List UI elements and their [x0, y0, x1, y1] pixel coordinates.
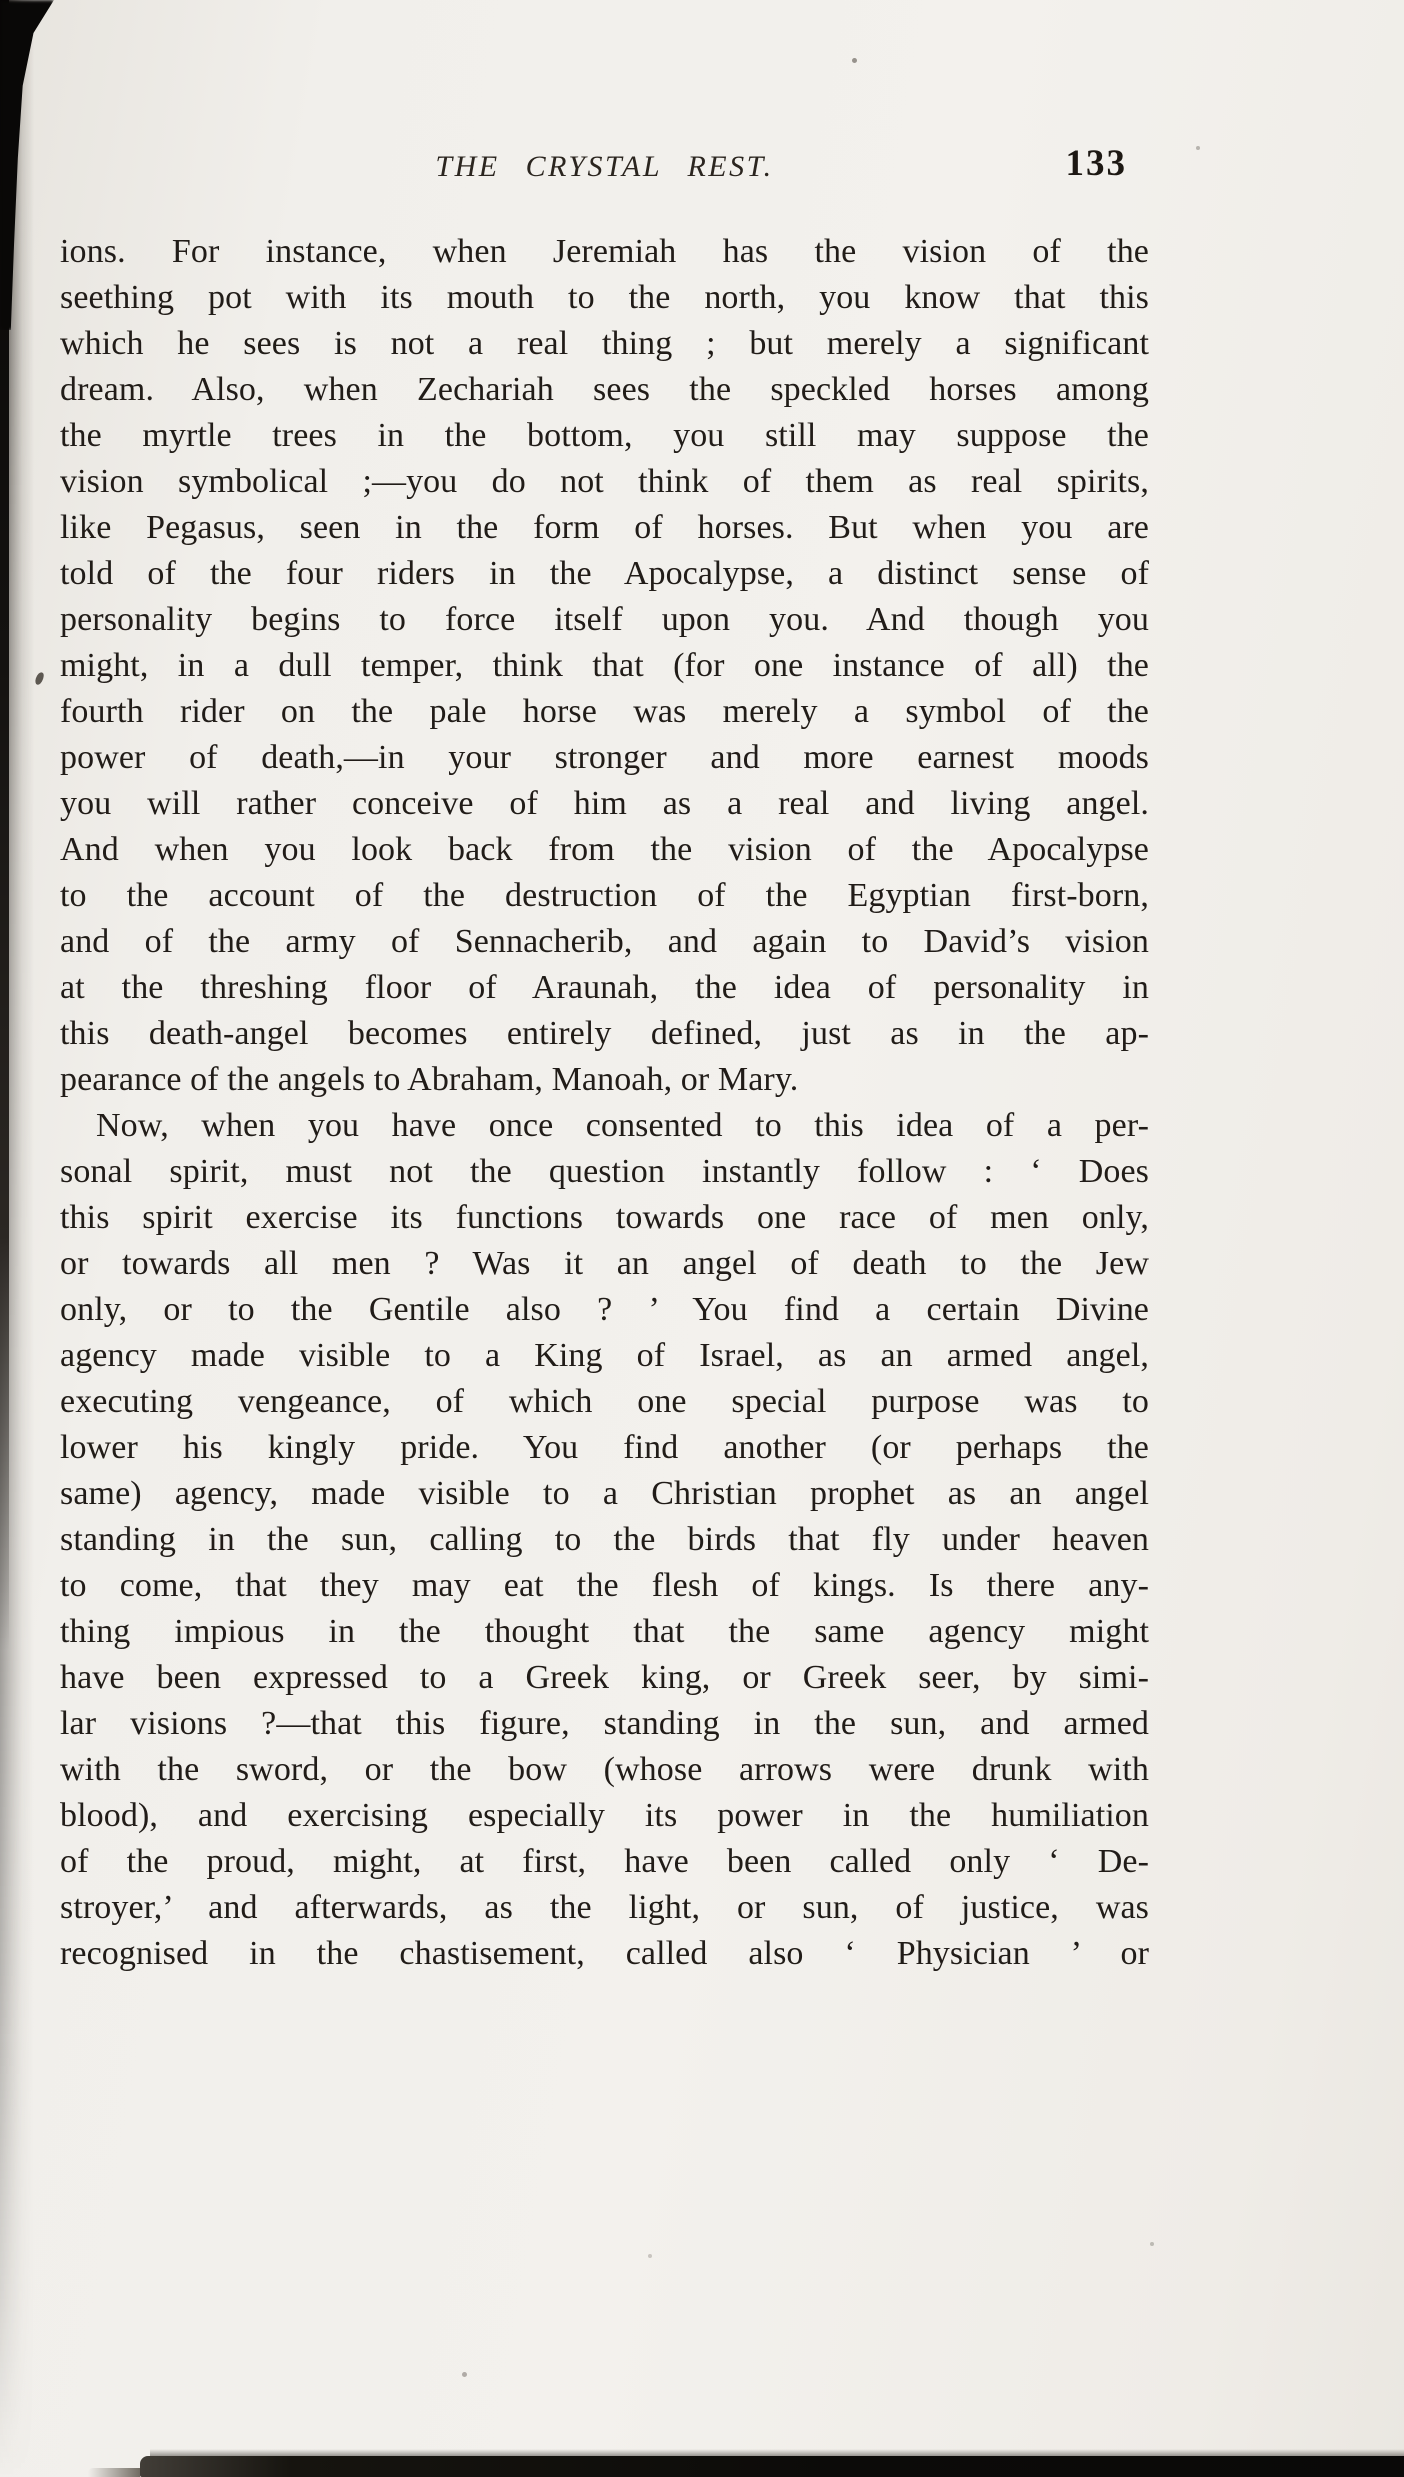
text-line: personality begins to force itself upon you. And though you: [60, 601, 1149, 638]
paragraph: [60, 229, 1149, 1103]
text-line: blood), and exercising especially its power in the humiliation: [60, 1797, 1149, 1834]
paper-speck: [1196, 146, 1200, 150]
text-line: power of death,—in your stronger and more earnest moods: [60, 739, 1149, 776]
page-number: 133: [1065, 143, 1127, 184]
paragraph: [60, 1103, 1149, 1977]
text-line: vision symbolical ;—you do not think of them as real spirits,: [60, 463, 1149, 500]
text-line: to the account of the destruction of the Egyptian first-born,: [60, 877, 1149, 914]
text-line: to come, that they may eat the flesh of kings. Is there any-: [60, 1567, 1149, 1604]
text-line: agency made visible to a King of Israel, as an armed angel,: [60, 1337, 1149, 1374]
text-line: Now, when you have once consented to this idea of a per-: [96, 1107, 1149, 1144]
text-line: dream. Also, when Zechariah sees the speckled horses among: [60, 371, 1149, 408]
text-line: with the sword, or the bow (whose arrows were drunk with: [60, 1751, 1149, 1788]
page-body: [60, 229, 1149, 1977]
text-line: lower his kingly pride. You find another (or perhaps the: [60, 1429, 1149, 1466]
ink-mark-artifact: [34, 671, 45, 686]
text-line: the myrtle trees in the bottom, you still may suppose the: [60, 417, 1149, 454]
text-line: like Pegasus, seen in the form of horses. But when you are: [60, 509, 1149, 546]
text-line: fourth rider on the pale horse was merely a symbol of the: [60, 693, 1149, 730]
text-line: ions. For instance, when Jeremiah has the vision of the: [60, 233, 1149, 270]
text-line: sonal spirit, must not the question instantly follow : ‘ Does: [60, 1153, 1149, 1190]
text-line: this spirit exercise its functions towards one race of men only,: [60, 1199, 1149, 1236]
page-title: THE CRYSTAL REST.: [435, 150, 774, 183]
text-line: lar visions ?—that this figure, standing in the sun, and armed: [60, 1705, 1149, 1742]
text-line: pearance of the angels to Abraham, Manoah, or Mary.: [60, 1061, 799, 1098]
text-line: recognised in the chastisement, called also ‘ Physician ’ or: [60, 1935, 1149, 1972]
text-line: might, in a dull temper, think that (for one instance of all) the: [60, 647, 1149, 684]
text-line: stroyer,’ and afterwards, as the light, or sun, of justice, was: [60, 1889, 1149, 1926]
running-header: [60, 143, 1149, 184]
text-line: told of the four riders in the Apocalypse, a distinct sense of: [60, 555, 1149, 592]
text-line: this death-angel becomes entirely defined, just as in the ap-: [60, 1015, 1149, 1052]
text-line: And when you look back from the vision of the Apocalypse: [60, 831, 1149, 868]
text-line: and of the army of Sennacherib, and again to David’s vision: [60, 923, 1149, 960]
text-line: at the threshing floor of Araunah, the idea of personality in: [60, 969, 1149, 1006]
text-line: have been expressed to a Greek king, or Greek seer, by simi-: [60, 1659, 1149, 1696]
page-content: [60, 0, 1149, 2477]
text-line: which he sees is not a real thing ; but merely a significant: [60, 325, 1149, 362]
text-line: or towards all men ? Was it an angel of death to the Jew: [60, 1245, 1149, 1282]
text-line: seething pot with its mouth to the north, you know that this: [60, 279, 1149, 316]
text-line: executing vengeance, of which one special purpose was to: [60, 1383, 1149, 1420]
paper-speck: [1150, 2242, 1154, 2246]
text-line: you will rather conceive of him as a real and living angel.: [60, 785, 1149, 822]
text-line: same) agency, made visible to a Christian prophet as an angel: [60, 1475, 1149, 1512]
text-line: only, or to the Gentile also ? ’ You find a certain Divine: [60, 1291, 1149, 1328]
text-line: standing in the sun, calling to the birds that fly under heaven: [60, 1521, 1149, 1558]
text-line: thing impious in the thought that the same agency might: [60, 1613, 1149, 1650]
text-line: of the proud, might, at first, have been called only ‘ De-: [60, 1843, 1149, 1880]
